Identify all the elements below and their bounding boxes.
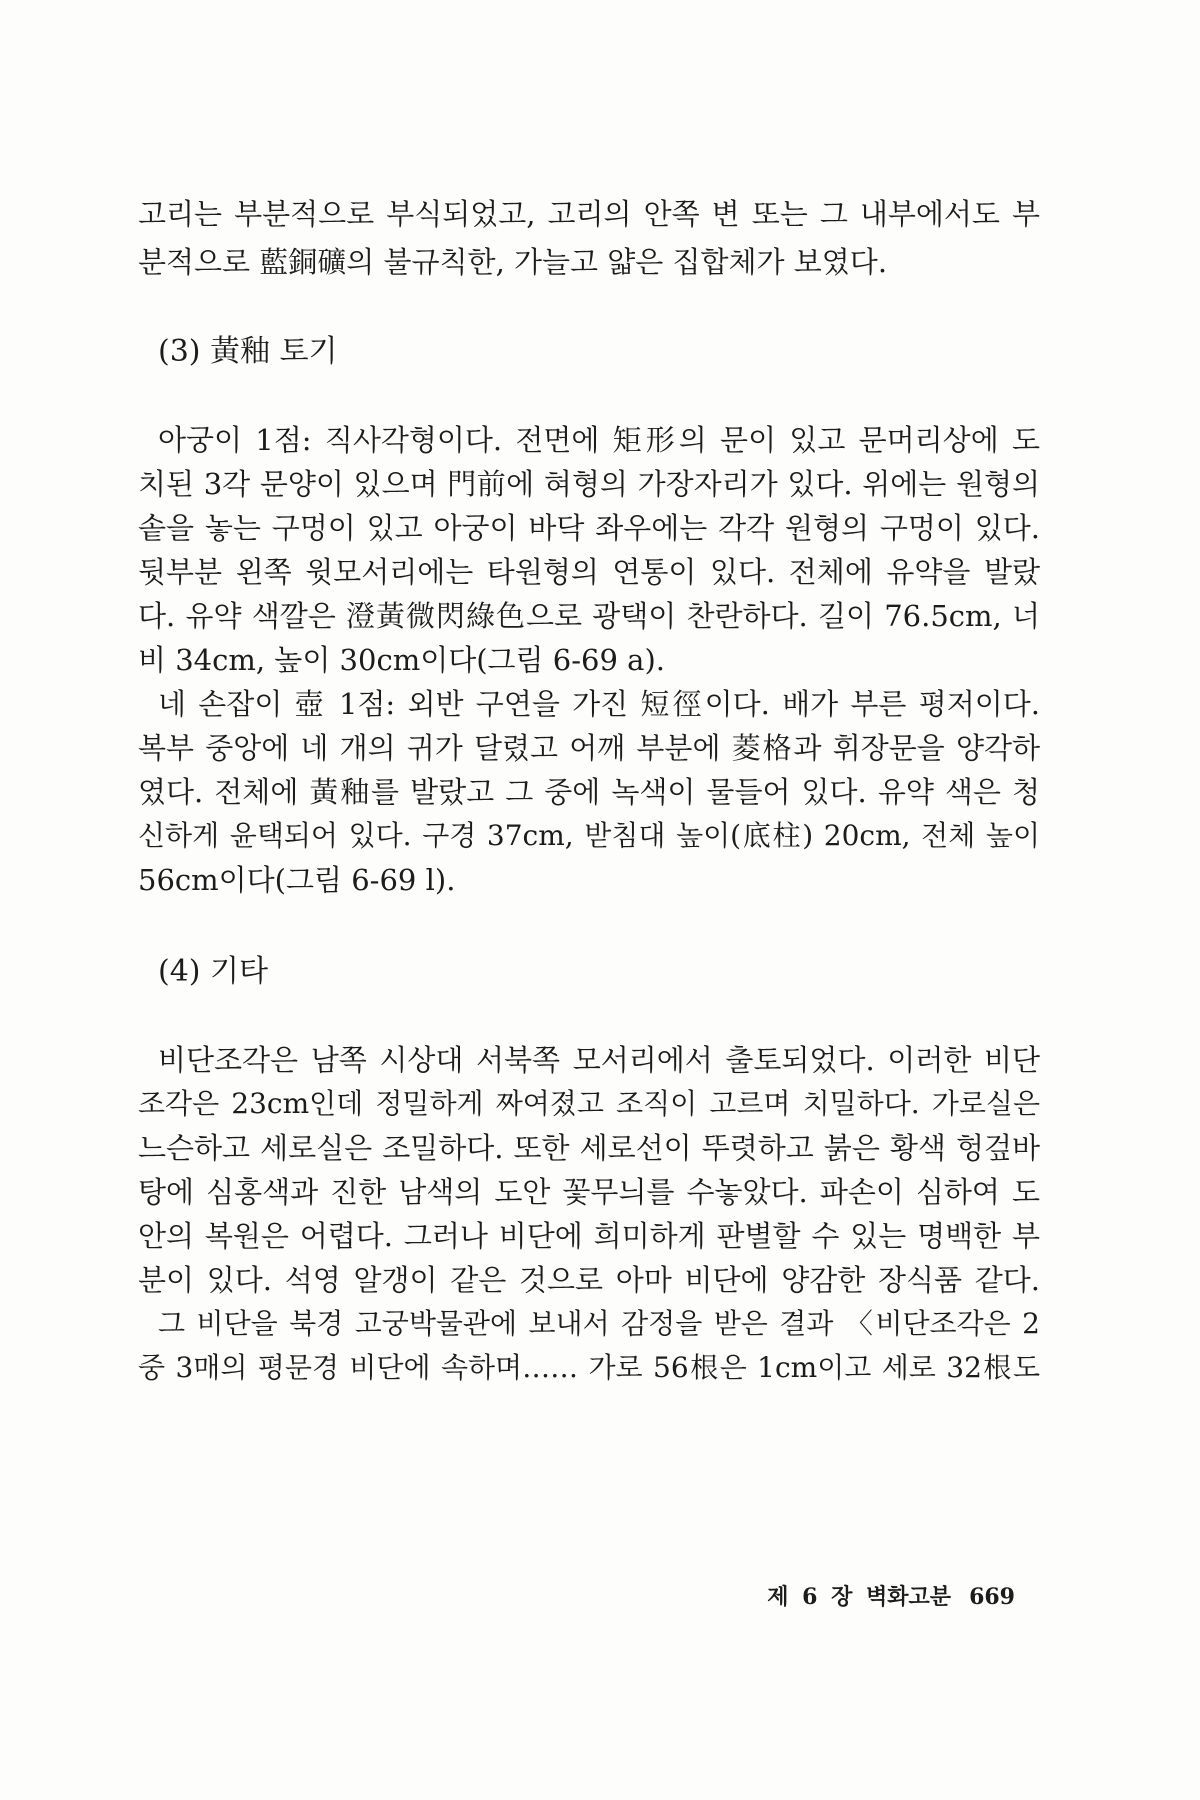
text-line: 네 손잡이 壺 1점: 외반 구연을 가진 短徑이다. 배가 부른 평저이다. bbox=[158, 687, 1040, 721]
running-footer bbox=[767, 1580, 1015, 1611]
text-line: 비단조각은 남쪽 시상대 서북쪽 모서리에서 출토되었다. 이러한 비단 bbox=[158, 1043, 1040, 1077]
section-heading: (4) 기타 bbox=[158, 954, 268, 989]
text-line: 치된 3각 문양이 있으며 門前에 혀형의 가장자리가 있다. 위에는 원형의 bbox=[138, 467, 1040, 501]
text-line: 느슨하고 세로실은 조밀하다. 또한 세로선이 뚜렷하고 붉은 황색 헝겊바 bbox=[138, 1131, 1040, 1165]
text-line: 였다. 전체에 黃釉를 발랐고 그 중에 녹색이 물들어 있다. 유약 색은 청 bbox=[138, 775, 1040, 809]
text-line: 아궁이 1점: 직사각형이다. 전면에 矩形의 문이 있고 문머리상에 도 bbox=[158, 423, 1040, 457]
text-line: 안의 복원은 어렵다. 그러나 비단에 희미하게 판별할 수 있는 명백한 부 bbox=[138, 1219, 1040, 1253]
text-line: 조각은 23cm인데 정밀하게 짜여졌고 조직이 고르며 치밀하다. 가로실은 bbox=[138, 1087, 1040, 1120]
text-line: 그 비단을 북경 고궁박물관에 보내서 감정을 받은 결과 〈비단조각은 2 bbox=[158, 1307, 1040, 1340]
text-line: 솥을 놓는 구멍이 있고 아궁이 바닥 좌우에는 각각 원형의 구멍이 있다. bbox=[138, 511, 1040, 545]
text-line: 탕에 심홍색과 진한 남색의 도안 꽃무늬를 수놓았다. 파손이 심하여 도 bbox=[138, 1175, 1040, 1209]
section-heading: (3) 黃釉 토기 bbox=[158, 334, 338, 369]
chapter-title: 제 6 장 벽화고분 bbox=[767, 1584, 952, 1610]
text-line: 뒷부분 왼쪽 윗모서리에는 타원형의 연통이 있다. 전체에 유약을 발랐 bbox=[138, 555, 1040, 589]
text-line: 고리는 부분적으로 부식되었고, 고리의 안쪽 변 또는 그 내부에서도 부 bbox=[138, 197, 1040, 231]
text-line: 복부 중앙에 네 개의 귀가 달렸고 어깨 부분에 菱格과 휘장문을 양각하 bbox=[138, 731, 1040, 765]
text-line: 56cm이다(그림 6-69 l). bbox=[138, 863, 456, 897]
text-line: 신하게 윤택되어 있다. 구경 37cm, 받침대 높이(底柱) 20cm, 전체 높이 bbox=[138, 819, 1040, 852]
text-line: 분적으로 藍銅礦의 불규칙한, 가늘고 얇은 집합체가 보였다. bbox=[138, 245, 888, 279]
text-line: 중 3매의 평문경 비단에 속하며…… 가로 56根은 1cm이고 세로 32根도 bbox=[138, 1351, 1040, 1384]
text-line: 비 34cm, 높이 30cm이다(그림 6-69 a). bbox=[138, 643, 665, 677]
page-number: 669 bbox=[969, 1584, 1015, 1610]
text-line: 분이 있다. 석영 알갱이 같은 것으로 아마 비단에 양감한 장식품 같다. bbox=[138, 1263, 1040, 1297]
text-line: 다. 유약 색깔은 澄黃微閃綠色으로 광택이 찬란하다. 길이 76.5cm, 너 bbox=[138, 599, 1040, 633]
